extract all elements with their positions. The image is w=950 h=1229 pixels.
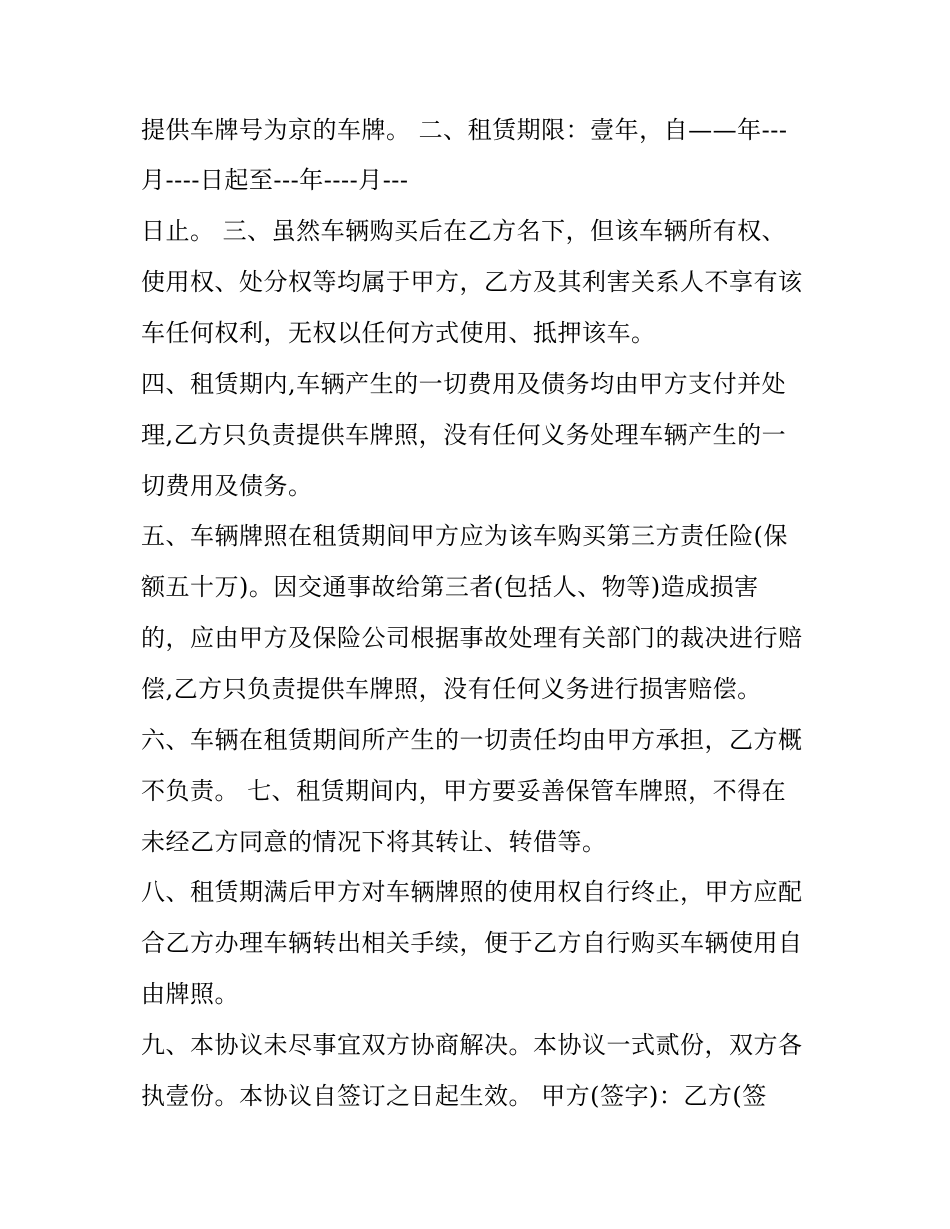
text-line: 八、租赁期满后甲方对车辆牌照的使用权自行终止，甲方应配 [141,878,803,906]
text-line: 偿,乙方只负责提供车牌照，没有任何义务进行损害赔偿。 [141,675,762,703]
text-line: 额五十万)。因交通事故给第三者(包括人、物等)造成损害 [141,573,759,601]
text-line: 四、租赁期内,车辆产生的一切费用及债务均由甲方支付并处 [141,370,787,398]
text-line: 九、本协议未尽事宜双方协商解决。本协议一式贰份，双方各 [141,1031,803,1059]
text-line: 未经乙方同意的情况下将其转让、转借等。 [141,828,607,856]
text-line: 切费用及债务。 [141,472,313,500]
text-line: 理,乙方只负责提供车牌照，没有任何义务处理车辆产生的一 [141,421,787,449]
text-line: 五、车辆牌照在租赁期间甲方应为该车购买第三方责任险(保 [141,522,788,550]
text-line: 提供车牌号为京的车牌。 二、租赁期限：壹年，自——年--- [141,116,788,144]
text-line: 日止。 三、虽然车辆购买后在乙方名下，但该车辆所有权、 [141,217,787,245]
text-line: 六、车辆在租赁期间所产生的一切责任均由甲方承担，乙方概 [141,726,803,754]
text-line: 的，应由甲方及保险公司根据事故处理有关部门的裁决进行赔 [141,624,803,652]
text-line: 不负责。 七、租赁期间内，甲方要妥善保管车牌照，不得在 [141,777,787,805]
text-line: 月----日起至---年----月--- [141,166,409,194]
text-line: 车任何权利，无权以任何方式使用、抵押该车。 [141,319,656,347]
text-line: 由牌照。 [141,980,239,1008]
text-line: 执壹份。本协议自签订之日起生效。 甲方(签字)：乙方(签 [141,1082,767,1110]
text-line: 合乙方办理车辆转出相关手续，便于乙方自行购买车辆使用自 [141,929,803,957]
text-line: 使用权、处分权等均属于甲方，乙方及其利害关系人不享有该 [141,268,803,296]
